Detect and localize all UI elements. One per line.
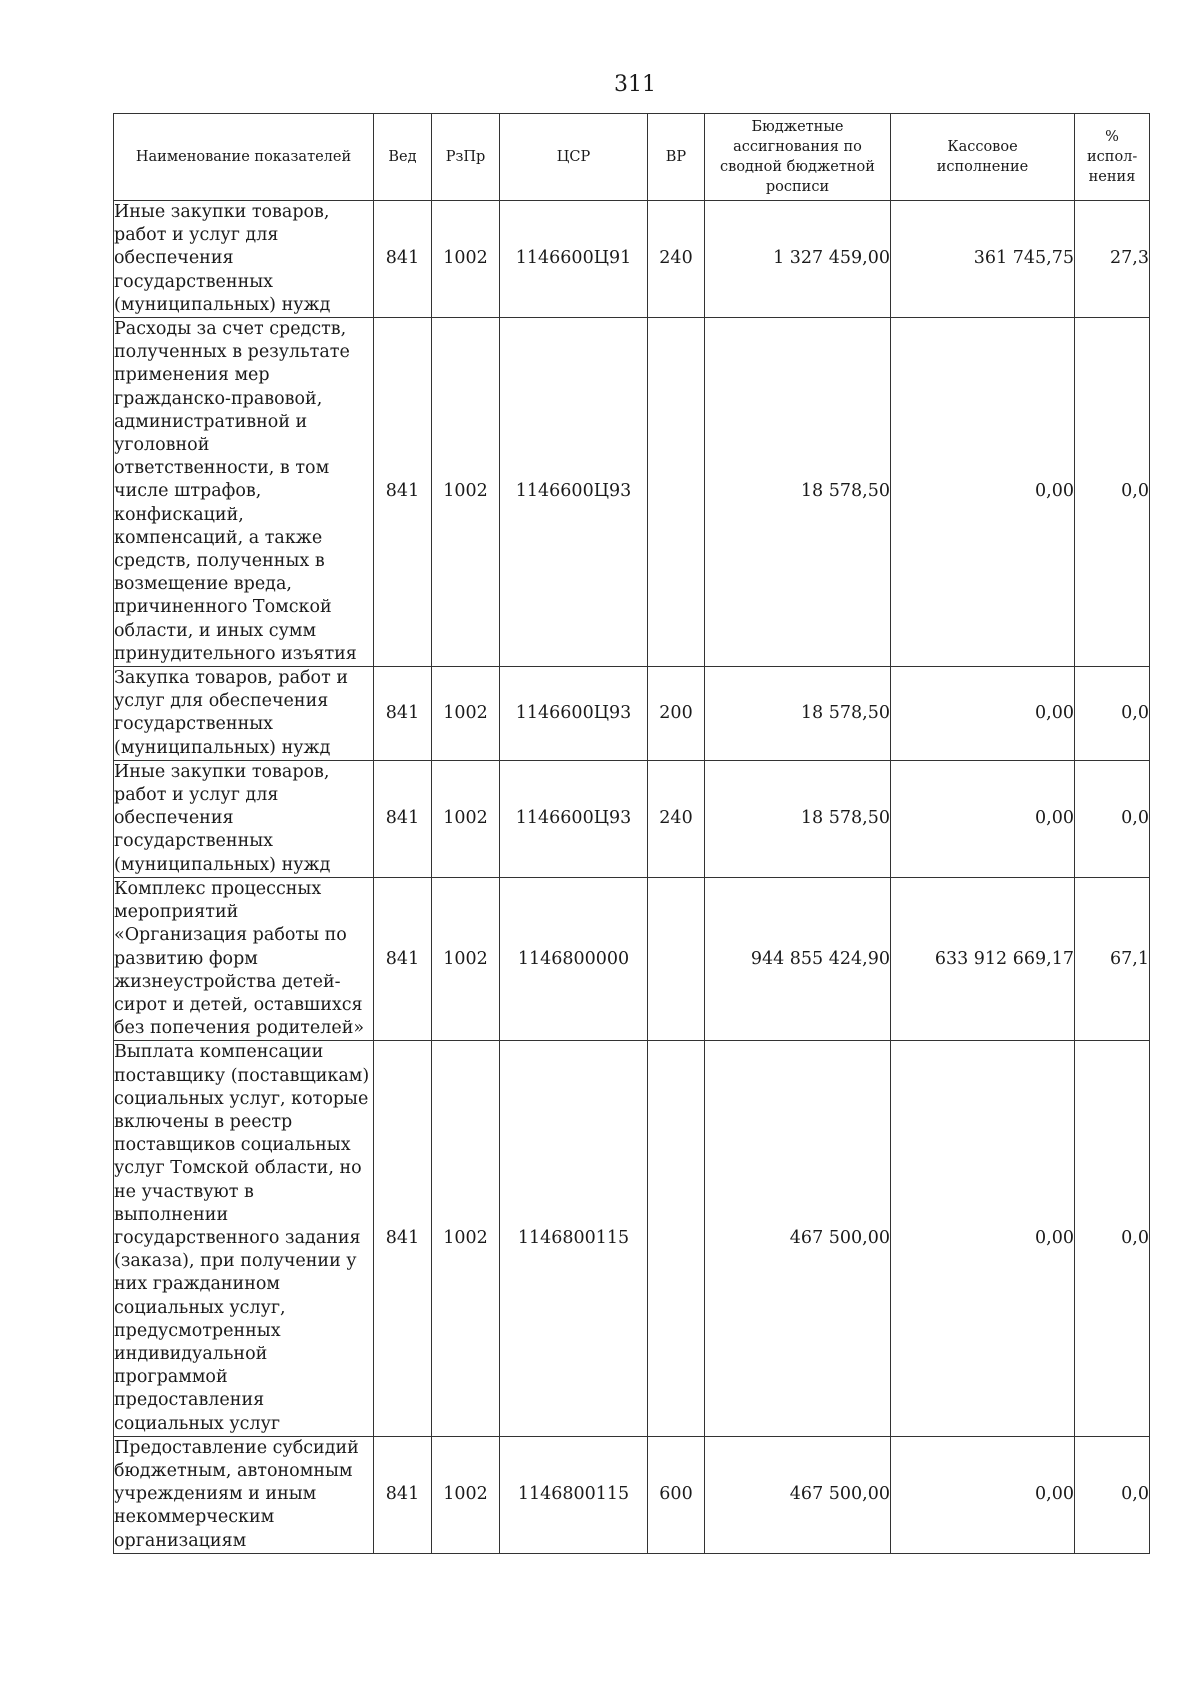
row-rzpr: 1002 xyxy=(432,318,500,667)
page-number: 311 xyxy=(614,72,656,97)
row-ved: 841 xyxy=(374,877,432,1040)
table-header-row xyxy=(114,114,1150,201)
header-rzpr: РзПр xyxy=(432,114,500,201)
row-execution: 0,00 xyxy=(891,667,1075,761)
row-assignments: 944 855 424,90 xyxy=(705,877,891,1040)
header-csr: ЦСР xyxy=(500,114,648,201)
row-name: Иные закупки товаров, работ и услуг для обеспечения государственных (муниципальных) нужд xyxy=(114,201,374,318)
row-rzpr: 1002 xyxy=(432,201,500,318)
row-rzpr: 1002 xyxy=(432,760,500,877)
table-row xyxy=(114,667,1150,761)
row-percent: 0,0 xyxy=(1075,760,1150,877)
row-execution: 0,00 xyxy=(891,1041,1075,1436)
budget-table xyxy=(113,113,1150,1554)
row-assignments: 467 500,00 xyxy=(705,1041,891,1436)
row-csr: 1146600Ц93 xyxy=(500,760,648,877)
row-ved: 841 xyxy=(374,1041,432,1436)
row-execution: 0,00 xyxy=(891,760,1075,877)
header-vr: ВР xyxy=(648,114,705,201)
row-vr xyxy=(648,1041,705,1436)
row-name: Закупка товаров, работ и услуг для обеспечения государственных (муниципальных) нужд xyxy=(114,667,374,761)
row-name: Иные закупки товаров, работ и услуг для обеспечения государственных (муниципальных) нужд xyxy=(114,760,374,877)
row-vr xyxy=(648,877,705,1040)
row-csr: 1146800115 xyxy=(500,1041,648,1436)
row-csr: 1146600Ц93 xyxy=(500,318,648,667)
header-ved: Вед xyxy=(374,114,432,201)
header-percent: % испол-нения xyxy=(1075,114,1150,201)
row-name: Предоставление субсидий бюджетным, автономным учреждениям и иным некоммерческим организациям xyxy=(114,1436,374,1553)
row-csr: 1146600Ц93 xyxy=(500,667,648,761)
row-assignments: 18 578,50 xyxy=(705,318,891,667)
row-csr: 1146800000 xyxy=(500,877,648,1040)
table-row xyxy=(114,318,1150,667)
table-row xyxy=(114,877,1150,1040)
row-percent: 0,0 xyxy=(1075,667,1150,761)
row-vr: 200 xyxy=(648,667,705,761)
row-name: Расходы за счет средств, полученных в результате применения мер гражданско-правовой, административной и уголовной ответственности, в том числе штрафов, конфискаций, компенсаций, а также средств, полученных в возмещение вреда, причиненного Томской области, и иных сумм принудительного изъятия xyxy=(114,318,374,667)
row-execution: 0,00 xyxy=(891,1436,1075,1553)
header-assignments: Бюджетные ассигнования по сводной бюджетной росписи xyxy=(705,114,891,201)
table-row xyxy=(114,1436,1150,1553)
row-percent: 0,0 xyxy=(1075,1436,1150,1553)
row-execution: 361 745,75 xyxy=(891,201,1075,318)
row-rzpr: 1002 xyxy=(432,877,500,1040)
header-execution: Кассовое исполнение xyxy=(891,114,1075,201)
table-row xyxy=(114,201,1150,318)
row-ved: 841 xyxy=(374,760,432,877)
row-execution: 633 912 669,17 xyxy=(891,877,1075,1040)
row-assignments: 1 327 459,00 xyxy=(705,201,891,318)
row-ved: 841 xyxy=(374,318,432,667)
row-percent: 27,3 xyxy=(1075,201,1150,318)
row-vr: 240 xyxy=(648,760,705,877)
row-assignments: 18 578,50 xyxy=(705,760,891,877)
row-vr: 240 xyxy=(648,201,705,318)
row-rzpr: 1002 xyxy=(432,1041,500,1436)
row-percent: 0,0 xyxy=(1075,318,1150,667)
row-rzpr: 1002 xyxy=(432,1436,500,1553)
row-csr: 1146800115 xyxy=(500,1436,648,1553)
row-vr: 600 xyxy=(648,1436,705,1553)
table-row xyxy=(114,1041,1150,1436)
row-ved: 841 xyxy=(374,201,432,318)
row-execution: 0,00 xyxy=(891,318,1075,667)
row-percent: 0,0 xyxy=(1075,1041,1150,1436)
header-name: Наименование показателей xyxy=(114,114,374,201)
row-assignments: 18 578,50 xyxy=(705,667,891,761)
row-ved: 841 xyxy=(374,667,432,761)
row-name: Выплата компенсации поставщику (поставщикам) социальных услуг, которые включены в реестр поставщиков социальных услуг Томской области, но не участвуют в выполнении государственного задания (заказа), при получении у них гражданином социальных услуг, предусмотренных индивидуальной программой предоставления социальных услуг xyxy=(114,1041,374,1436)
row-rzpr: 1002 xyxy=(432,667,500,761)
row-name: Комплекс процессных мероприятий «Организация работы по развитию форм жизнеустройства детей-сирот и детей, оставшихся без попечения родителей» xyxy=(114,877,374,1040)
row-vr xyxy=(648,318,705,667)
row-csr: 1146600Ц91 xyxy=(500,201,648,318)
row-assignments: 467 500,00 xyxy=(705,1436,891,1553)
row-ved: 841 xyxy=(374,1436,432,1553)
table-row xyxy=(114,760,1150,877)
row-percent: 67,1 xyxy=(1075,877,1150,1040)
